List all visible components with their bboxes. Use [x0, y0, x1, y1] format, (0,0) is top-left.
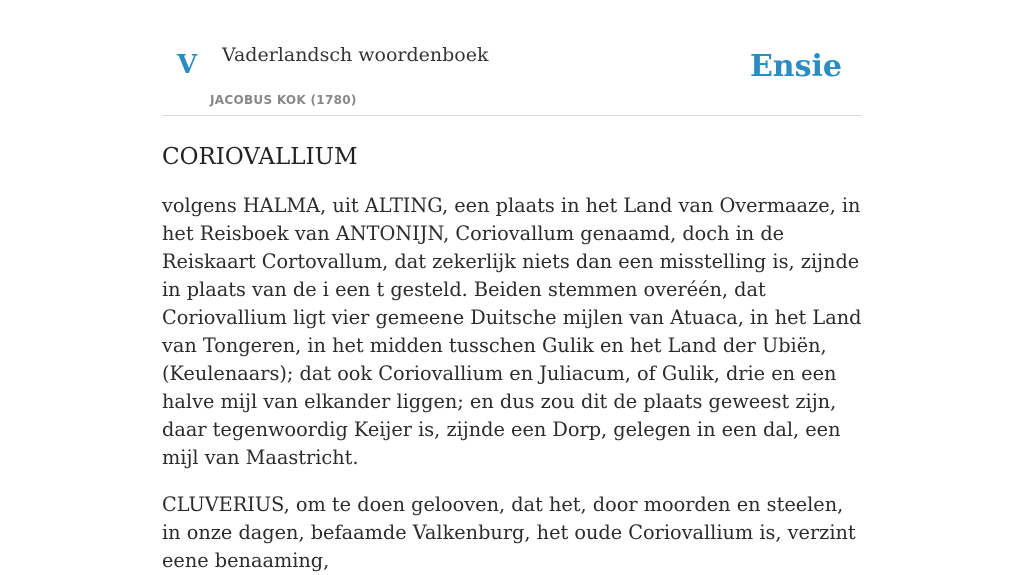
book-author: JACOBUS KOK (1780)	[210, 93, 357, 107]
entry-headword: CORIOVALLIUM	[162, 144, 358, 170]
entry-paragraph: volgens HALMA, uit ALTING, een plaats in het Land van Overmaaze, in het Reisboek van ANTONIJN, Coriovallum genaamd, doch in de Reiskaart Cortovallum, dat zekerlijk niets dan een misstelling is, zijnde in plaats van de i een t gesteld. Beiden stemmen overéén, dat Coriovallium ligt vier gemeene Duitsche mijlen van Atuaca, in het Land van Tongeren, in het midden tusschen Gulik en het Land der Ubiën, (Keulenaars); dat ook Coriovallium en Juliacum, of Gulik, drie en een halve mijl van elkander liggen; en dus zou dit de plaats geweest zijn, daar tegenwoordig Keijer is, zijnde een Dorp, gelegen in een dal, een mijl van Maastricht.	[162, 193, 862, 469]
book-title-link[interactable]: Vaderlandsch woordenboek	[222, 44, 489, 66]
ensie-logo[interactable]: Ensie	[749, 49, 842, 84]
book-letter-badge[interactable]: V	[177, 50, 198, 80]
page	[162, 0, 862, 575]
entry-body	[162, 192, 862, 575]
dictionary-header	[162, 0, 862, 116]
entry-paragraph: CLUVERIUS, om te doen gelooven, dat het, door moorden en steelen, in onze dagen, befaamde Valkenburg, het oude Coriovallium is, verzint eene benaaming,	[162, 492, 856, 572]
